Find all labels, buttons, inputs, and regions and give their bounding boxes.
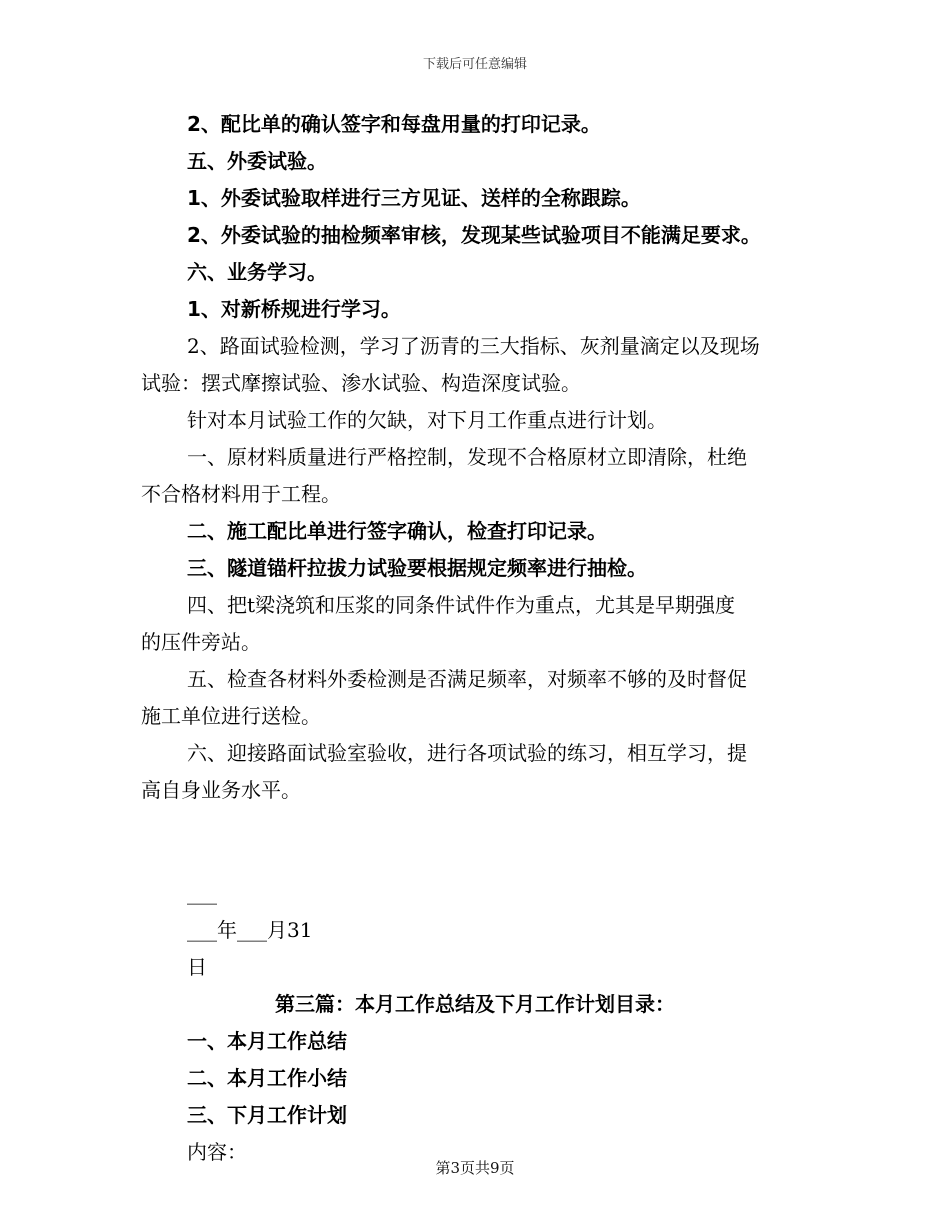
paragraph-line: 1、对新桥规进行学习。 bbox=[187, 297, 401, 321]
paragraph-line: 针对本月试验工作的欠缺，对下月工作重点进行计划。 bbox=[187, 408, 667, 432]
paragraph-line: ___ bbox=[187, 881, 217, 905]
paragraph-line: 五、检查各材料外委检测是否满足频率，对频率不够的及时督促 bbox=[187, 667, 747, 691]
paragraph-line: 试验：摆式摩擦试验、渗水试验、构造深度试验。 bbox=[141, 371, 581, 395]
paragraph-line: 三、隧道锚杆拉拔力试验要根据规定频率进行抽检。 bbox=[187, 556, 647, 580]
paragraph-line: 日 bbox=[187, 955, 207, 979]
paragraph-line: 一、原材料质量进行严格控制，发现不合格原材立即清除，杜绝 bbox=[187, 445, 747, 469]
page-header: 下载后可任意编辑 bbox=[422, 57, 527, 72]
paragraph-line: 三、下月工作计划 bbox=[187, 1103, 347, 1127]
paragraph-line: 六、迎接路面试验室验收，进行各项试验的练习，相互学习，提 bbox=[187, 741, 747, 765]
document-body bbox=[141, 106, 809, 1171]
paragraph-line: 2、路面试验检测，学习了沥青的三大指标、灰剂量滴定以及现场 bbox=[187, 334, 760, 358]
paragraph-line: 2、配比单的确认签字和每盘用量的打印记录。 bbox=[187, 112, 601, 136]
paragraph-line: 二、施工配比单进行签字确认，检查打印记录。 bbox=[187, 519, 607, 543]
paragraph-line: 高自身业务水平。 bbox=[141, 778, 301, 802]
paragraph-line: 1、外委试验取样进行三方见证、送样的全称跟踪。 bbox=[187, 186, 641, 210]
paragraph-line: 五、外委试验。 bbox=[187, 149, 327, 173]
paragraph-line: 不合格材料用于工程。 bbox=[141, 482, 341, 506]
paragraph-line: 第三篇：本月工作总结及下月工作计划目录： bbox=[275, 992, 675, 1016]
paragraph-line: 的压件旁站。 bbox=[141, 630, 261, 654]
paragraph-line: 内容： bbox=[187, 1140, 247, 1164]
paragraph-line: 二、本月工作小结 bbox=[187, 1066, 347, 1090]
paragraph-line: 一、本月工作总结 bbox=[187, 1029, 347, 1053]
paragraph-line: 四、把t梁浇筑和压浆的同条件试件作为重点，尤其是早期强度 bbox=[187, 593, 736, 617]
paragraph-line: 六、业务学习。 bbox=[187, 260, 327, 284]
paragraph-line: 2、外委试验的抽检频率审核，发现某些试验项目不能满足要求。 bbox=[187, 223, 761, 247]
page-footer: 第3页共9页 bbox=[435, 1159, 515, 1177]
paragraph-spacer bbox=[141, 829, 809, 855]
paragraph-line: 施工单位进行送检。 bbox=[141, 704, 321, 728]
paragraph-line: ___年___月31 bbox=[187, 918, 313, 942]
